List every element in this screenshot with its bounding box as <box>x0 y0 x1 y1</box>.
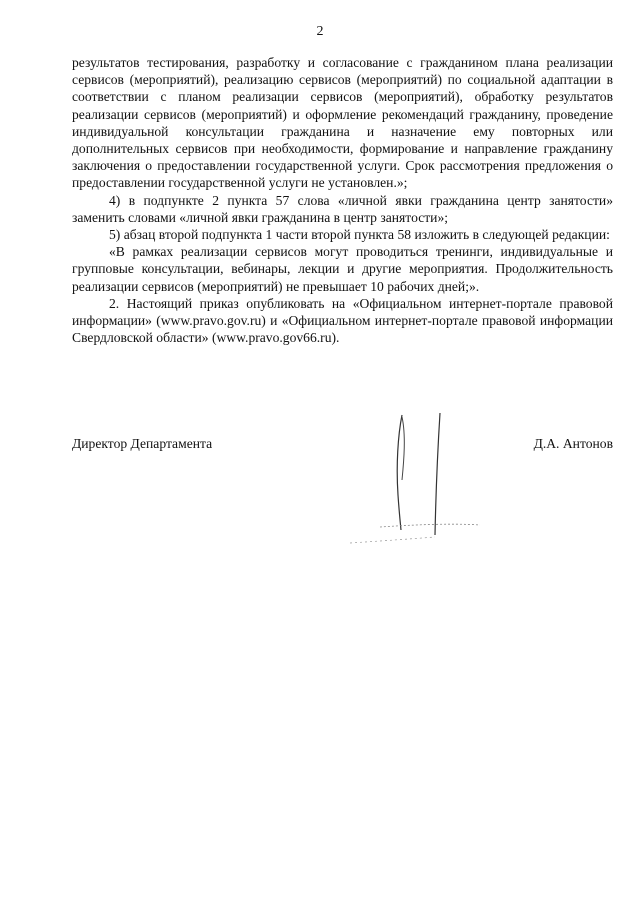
signatory-position: Директор Департамента <box>72 436 213 451</box>
handwritten-signature <box>340 405 500 555</box>
paragraph-4: «В рамках реализации сервисов могут проводиться тренинги, индивидуальные и групповые консультации, вебинары, лекции и другие мероприятия. Продолжительность реализации сервисов (мероприятий) не превышает 10 рабочих дней;». <box>72 244 613 294</box>
paragraph-5: 2. Настоящий приказ опубликовать на «Официальном интернет-портале правовой информации» (www.pravo.gov.ru) и «Официальном интернет-портале правовой информации Свердловской области» (www.pravo.gov66.ru). <box>72 295 613 346</box>
paragraph-3: 5) абзац второй подпункта 1 части второй пункта 58 изложить в следующей редакции: <box>109 227 610 243</box>
signatory-name: Д.А. Антонов <box>533 436 613 451</box>
paragraph-1: результатов тестирования, разработку и согласование с гражданином плана реализации сервисов (мероприятий), реализацию сервисов (мероприятий) по социальной адаптации в соответствии с планом реализации сервисов (мероприятий), обработку результатов реализации сервисов (мероприятий) и оформление рекомендаций гражданину, проведение индивидуальной консультации гражданина и назначение ему повторных или дополнительных сервисов при необходимости, формирование и направление гражданину заключения о предоставлении государственной услуги. Срок рассмотрения предложения о предоставлении государственной услуги не установлен.»; <box>72 55 613 191</box>
signature-block <box>72 435 613 455</box>
paragraph-2: 4) в подпункте 2 пункта 57 слова «личной явки гражданина центр занятости» заменить словами «личной явки гражданина в центр занятости»; <box>72 192 613 225</box>
document-body <box>72 54 613 346</box>
page-number: 2 <box>316 24 324 39</box>
